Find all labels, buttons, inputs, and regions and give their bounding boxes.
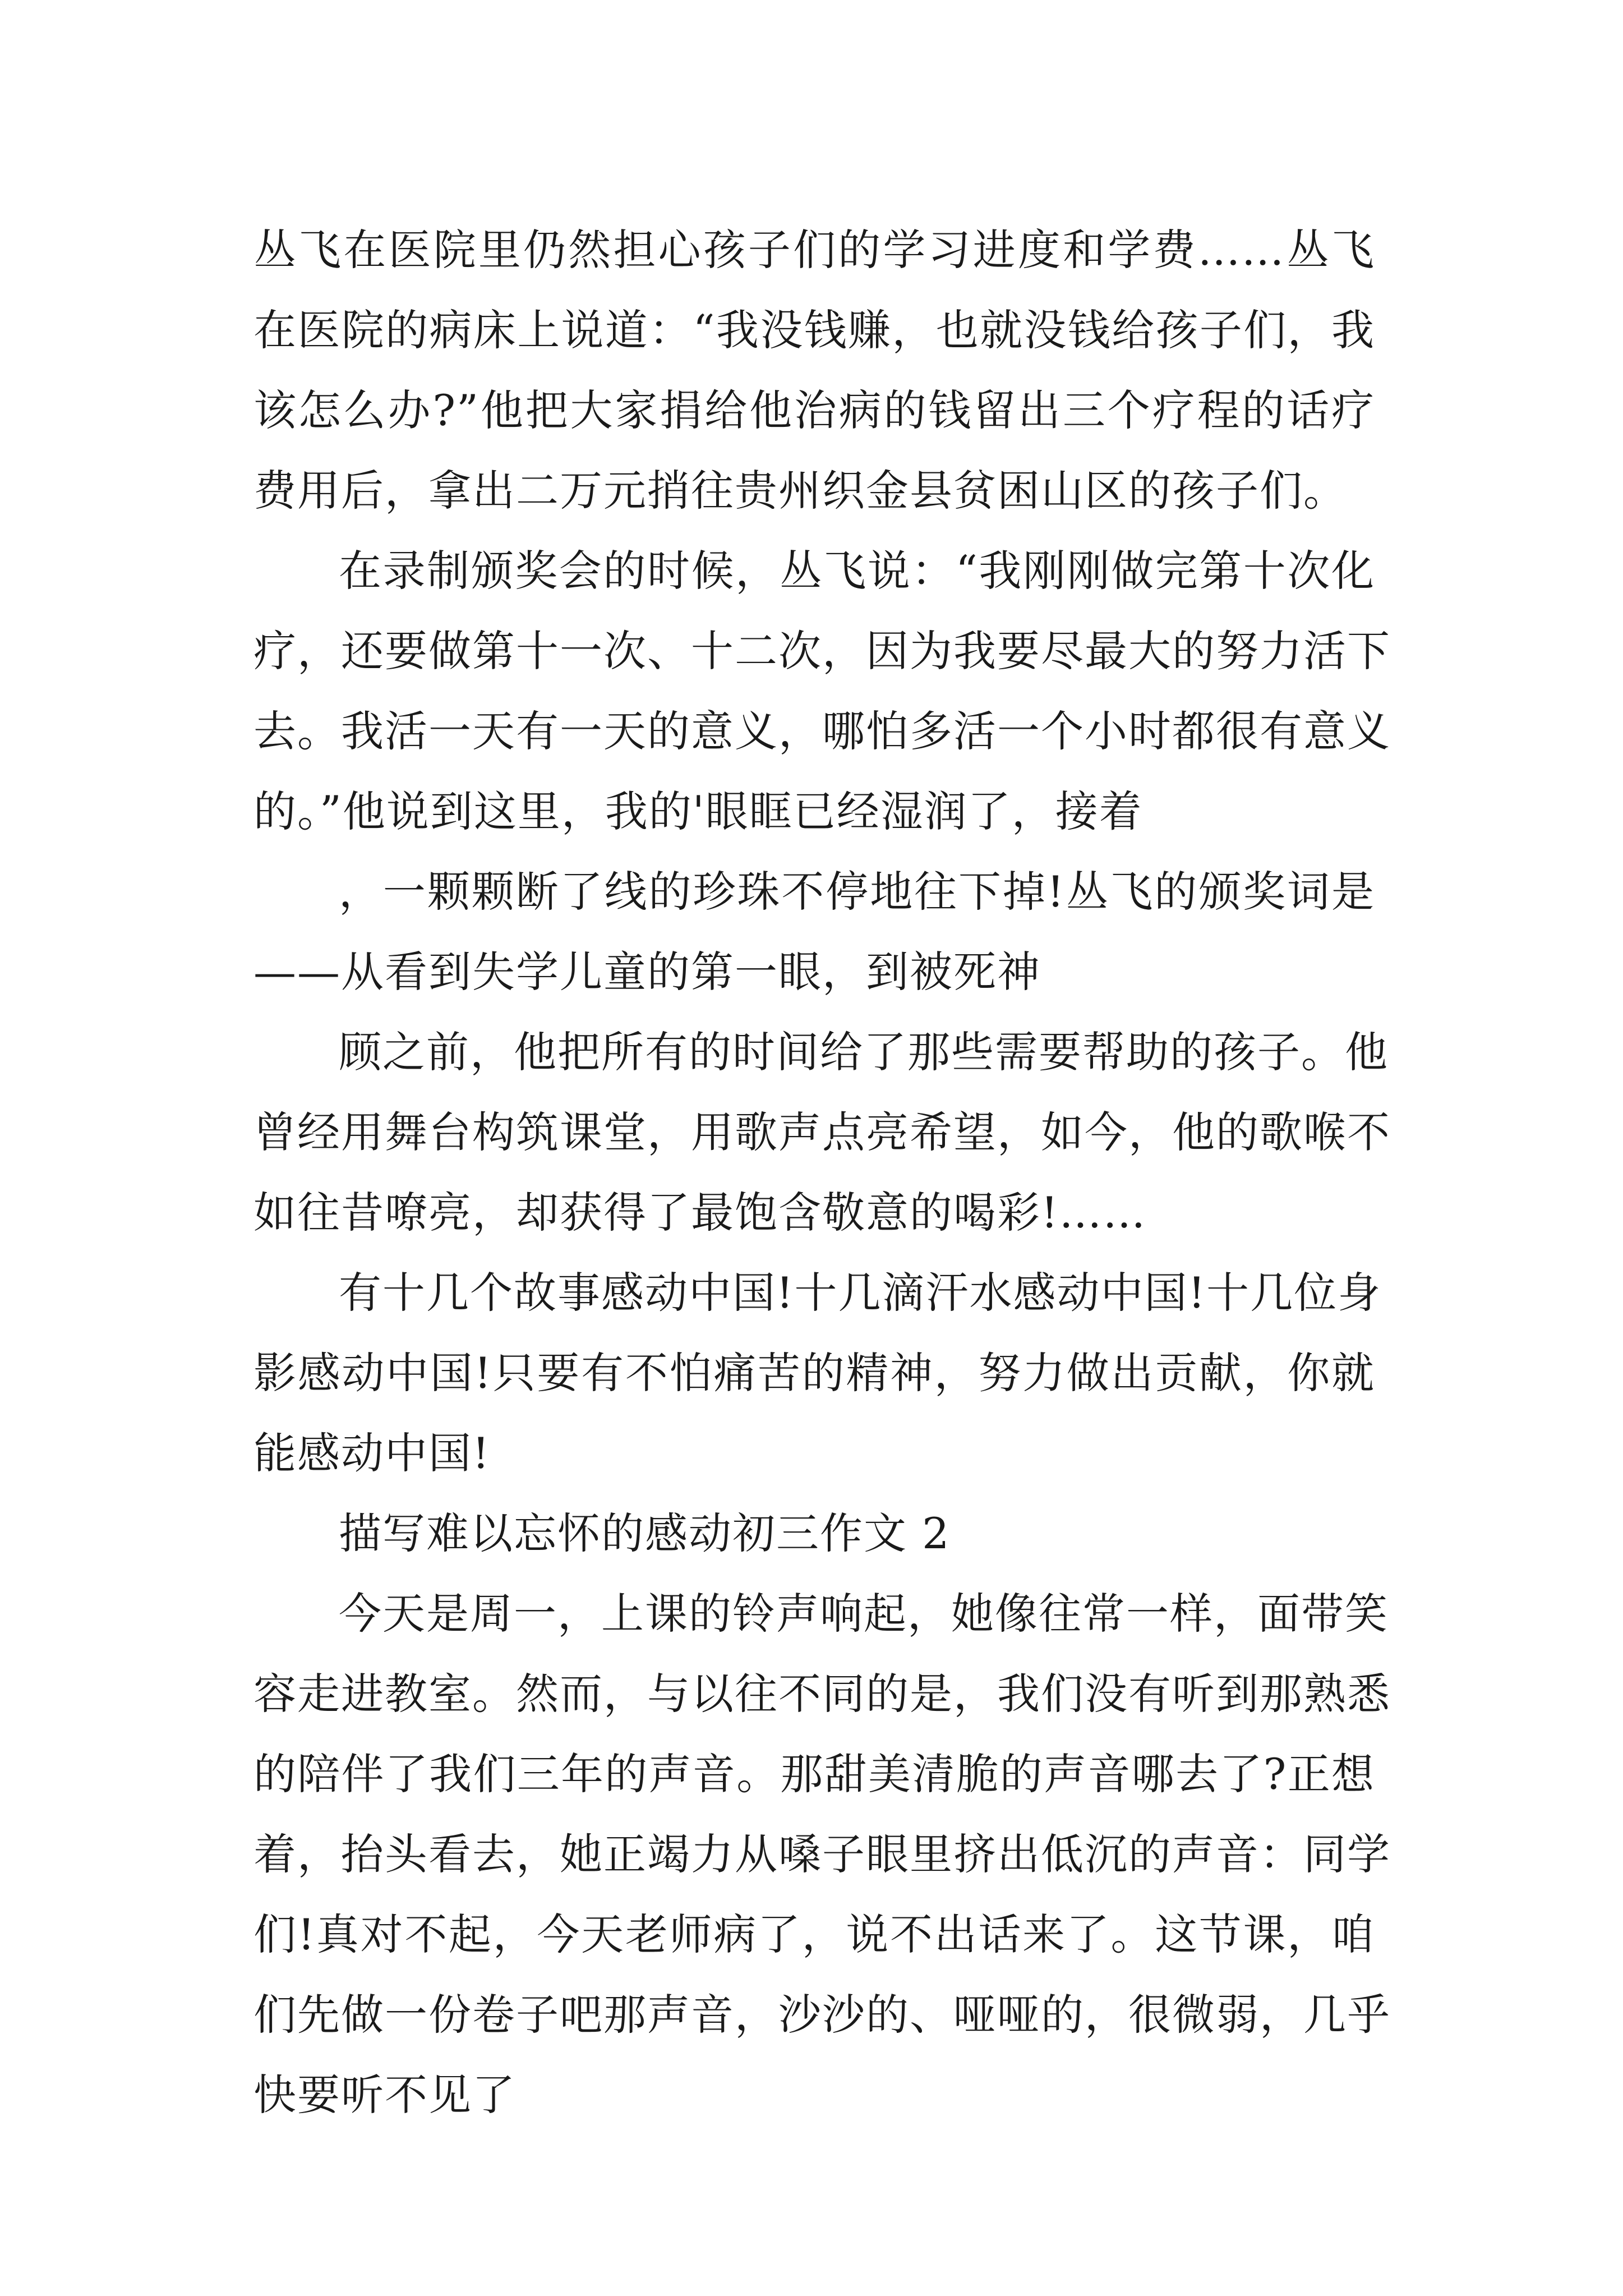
text-line: 着，抬头看去，她正竭力从嗓子眼里挤出低沉的声音：同学 [253,1829,1391,1879]
text-line: 费用后，拿出二万元捎往贵州织金县贫困山区的孩子们。 [253,466,1347,516]
text-line: 曾经用舞台构筑课堂，用歌声点亮希望，如今，他的歌喉不 [253,1107,1391,1157]
text-line: 能感动中国! [253,1428,491,1478]
text-line: 丛飞在医院里仍然担心孩子们的学习进度和学费……丛飞 [253,225,1375,275]
text-line: ——从看到失学儿童的第一眼，到被死神 [253,947,1041,997]
text-line: 容走进教室。然而，与以往不同的是，我们没有听到那熟悉 [253,1669,1391,1719]
text-line: 顾之前，他把所有的时间给了那些需要帮助的孩子。他 [339,1027,1389,1077]
text-line: 今天是周一，上课的铃声响起，她像往常一样，面带笑 [339,1589,1389,1639]
text-line: 该怎么办?”他把大家捐给他治病的钱留出三个疗程的话疗 [253,385,1375,435]
text-line: 的陪伴了我们三年的声音。那甜美清脆的声音哪去了?正想 [253,1749,1375,1799]
text-line: 在医院的病床上说道：“我没钱赚，也就没钱给孩子们，我 [253,305,1375,355]
text-line: 影感动中国!只要有不怕痛苦的精神，努力做出贡献，你就 [253,1348,1375,1398]
text-line: 去。我活一天有一天的意义，哪怕多活一个小时都很有意义 [253,706,1391,756]
text-line: 疗，还要做第十一次、十二次，因为我要尽最大的努力活下 [253,626,1391,676]
text-line: 们先做一份卷子吧那声音，沙沙的、哑哑的，很微弱，几乎 [253,1990,1391,2040]
text-line: 们!真对不起，今天老师病了，说不出话来了。这节课，咱 [253,1910,1375,1959]
text-line: 的。”他说到这里，我的'眼眶已经湿润了，接着 [253,786,1143,836]
text-line: ，一颗颗断了线的珍珠不停地往下掉!丛飞的颁奖词是 [339,867,1375,917]
text-line: 如往昔嘹亮，却获得了最饱含敬意的喝彩!…… [253,1188,1147,1237]
text-line: 有十几个故事感动中国!十几滴汗水感动中国!十几位身 [339,1268,1382,1318]
text-line: 在录制颁奖会的时候，丛飞说：“我刚刚做完第十次化 [339,546,1375,596]
section-heading: 描写难以忘怀的感动初三作文 2 [339,1508,951,1558]
document-body [253,210,1391,2135]
text-line: 快要听不见了 [253,2070,516,2120]
